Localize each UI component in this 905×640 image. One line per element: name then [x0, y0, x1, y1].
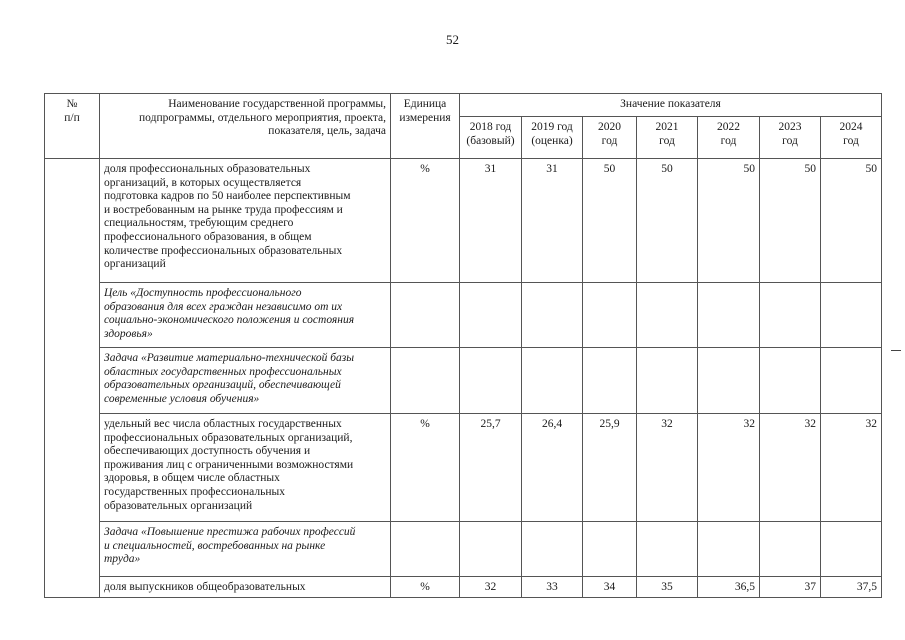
- indicator-name-line: социально-экономического положения и состояния: [104, 314, 355, 327]
- unit-cell: [391, 348, 460, 414]
- unit-cell: [391, 283, 460, 348]
- value-cell: 31: [460, 159, 522, 283]
- value-cell: 37: [760, 577, 821, 598]
- header-name-line: подпрограммы, отдельного мероприятия, проекта,: [139, 111, 386, 124]
- table-row: [45, 414, 882, 522]
- indicator-name-line: подготовка кадров по 50 наиболее перспективным: [104, 190, 351, 203]
- header-name-line: показателя, цель, задача: [268, 125, 386, 138]
- header-unit-line: Единица: [403, 98, 447, 110]
- header-year-line: 2020: [598, 121, 621, 133]
- header-year: [522, 117, 583, 159]
- indicator-name-line: областных государственных профессиональных: [104, 365, 342, 378]
- value-cell: 32: [698, 414, 760, 522]
- goal-task-cell: [100, 522, 391, 577]
- header-year-line: год: [601, 134, 618, 147]
- indicator-name-line: профессионального образования, в общем: [104, 230, 312, 243]
- value-cell: 25,9: [583, 414, 637, 522]
- value-cell: 50: [637, 159, 698, 283]
- header-year: [760, 117, 821, 159]
- value-cell: [522, 283, 583, 348]
- indicator-name-line: доля профессиональных образовательных: [104, 163, 311, 175]
- value-cell: [821, 522, 882, 577]
- value-cell: [460, 283, 522, 348]
- row-number-cell: [45, 159, 100, 598]
- header-number-line: п/п: [64, 111, 80, 124]
- goal-task-cell: [100, 348, 391, 414]
- indicator-name-line: обеспечивающих доступность обучения и: [104, 445, 311, 458]
- indicator-name-line: образовательных организаций: [104, 499, 253, 512]
- header-unit: [391, 94, 460, 159]
- value-cell: [522, 522, 583, 577]
- indicator-name-line: образовательных организаций, обеспечивающей: [104, 379, 341, 392]
- indicator-name-line: удельный вес числа областных государственных: [104, 418, 342, 430]
- indicator-name-line: профессиональных образовательных организаций,: [104, 431, 353, 444]
- value-cell: 26,4: [522, 414, 583, 522]
- value-cell: [583, 348, 637, 414]
- header-year-line: год: [720, 134, 737, 147]
- table-row: [45, 283, 882, 348]
- header-year: [460, 117, 522, 159]
- value-cell: 32: [460, 577, 522, 598]
- value-cell: [583, 522, 637, 577]
- indicator-name-line: образования для всех граждан независимо от их: [104, 300, 343, 313]
- indicator-name-line: специальностям, требующим среднего: [104, 217, 294, 230]
- unit-cell: %: [391, 414, 460, 522]
- value-cell: 50: [821, 159, 882, 283]
- indicator-name-line: здоровья»: [104, 327, 153, 340]
- value-cell: [583, 283, 637, 348]
- indicator-name-line: проживания лиц с ограниченными возможностями: [104, 458, 354, 471]
- goal-task-cell: [100, 283, 391, 348]
- value-cell: [821, 283, 882, 348]
- value-cell: [698, 348, 760, 414]
- indicator-name-line: Задача «Развитие материально-технической базы: [104, 352, 355, 364]
- table-row: [45, 348, 882, 414]
- indicator-table: [44, 93, 882, 598]
- value-cell: 36,5: [698, 577, 760, 598]
- header-number: [45, 94, 100, 159]
- indicator-name-line: организаций: [104, 258, 166, 271]
- header-row: [45, 94, 882, 117]
- indicator-name-line: доля выпускников общеобразовательных: [104, 581, 306, 593]
- indicator-name-line: Цель «Доступность профессионального: [104, 287, 302, 299]
- header-number-line: №: [66, 98, 78, 110]
- header-year-line: 2024: [839, 121, 863, 133]
- indicator-name-line: организаций, в которых осуществляется: [104, 176, 302, 189]
- table-body: [45, 159, 882, 598]
- indicator-name-line: современные условия обучения»: [104, 392, 260, 405]
- header-year-line: год: [659, 134, 675, 147]
- value-cell: [760, 283, 821, 348]
- value-cell: 50: [583, 159, 637, 283]
- unit-cell: [391, 522, 460, 577]
- indicator-name-line: здоровья, в общем числе областных: [104, 472, 280, 485]
- value-cell: [821, 348, 882, 414]
- table-row: [45, 159, 882, 283]
- header-year-line: 2018 год: [469, 121, 512, 133]
- value-cell: 32: [637, 414, 698, 522]
- unit-cell: %: [391, 577, 460, 598]
- indicator-name-line: и востребованным на рынке труда профессиям и: [104, 203, 343, 216]
- value-cell: [698, 283, 760, 348]
- header-name: [100, 94, 391, 159]
- header-year-line: 2022: [717, 121, 740, 133]
- value-cell: [760, 522, 821, 577]
- header-year-line: 2023: [778, 121, 802, 133]
- value-cell: [460, 522, 522, 577]
- indicator-name-line: и специальностей, востребованных на рынке: [104, 539, 326, 552]
- table-row: [45, 577, 882, 598]
- unit-cell: %: [391, 159, 460, 283]
- header-value-group: Значение показателя: [460, 94, 882, 117]
- header-name-line: Наименование государственной программы,: [168, 98, 386, 110]
- value-cell: 50: [760, 159, 821, 283]
- value-cell: 34: [583, 577, 637, 598]
- value-cell: [522, 348, 583, 414]
- indicator-name-cell: [100, 159, 391, 283]
- value-cell: 25,7: [460, 414, 522, 522]
- table-row: [45, 522, 882, 577]
- header-year-line: 2021: [655, 121, 679, 133]
- header-year: [698, 117, 760, 159]
- margin-mark: [891, 350, 901, 351]
- value-cell: [637, 522, 698, 577]
- indicator-name-line: государственных профессиональных: [104, 485, 285, 498]
- indicator-name-cell: [100, 577, 391, 598]
- header-year: [583, 117, 637, 159]
- header-year-line: 2019 год: [531, 121, 573, 133]
- header-year: [637, 117, 698, 159]
- indicator-name-line: труда»: [104, 553, 141, 566]
- header-year-line: (оценка): [531, 134, 573, 147]
- header-year-line: (базовый): [466, 134, 515, 147]
- value-cell: 35: [637, 577, 698, 598]
- value-cell: 50: [698, 159, 760, 283]
- value-cell: 33: [522, 577, 583, 598]
- header-year-line: год: [843, 134, 859, 147]
- value-cell: [637, 348, 698, 414]
- indicator-name-line: количестве профессиональных образовательных: [104, 244, 343, 257]
- header-year-line: год: [782, 134, 798, 147]
- value-cell: [637, 283, 698, 348]
- value-cell: 32: [821, 414, 882, 522]
- value-cell: 31: [522, 159, 583, 283]
- value-cell: 37,5: [821, 577, 882, 598]
- value-cell: [760, 348, 821, 414]
- header-year: [821, 117, 882, 159]
- value-cell: [698, 522, 760, 577]
- indicator-name-cell: [100, 414, 391, 522]
- page-number: 52: [446, 32, 459, 47]
- value-cell: 32: [760, 414, 821, 522]
- header-unit-line: измерения: [399, 111, 451, 124]
- indicator-name-line: Задача «Повышение престижа рабочих профессий: [104, 526, 356, 538]
- value-cell: [460, 348, 522, 414]
